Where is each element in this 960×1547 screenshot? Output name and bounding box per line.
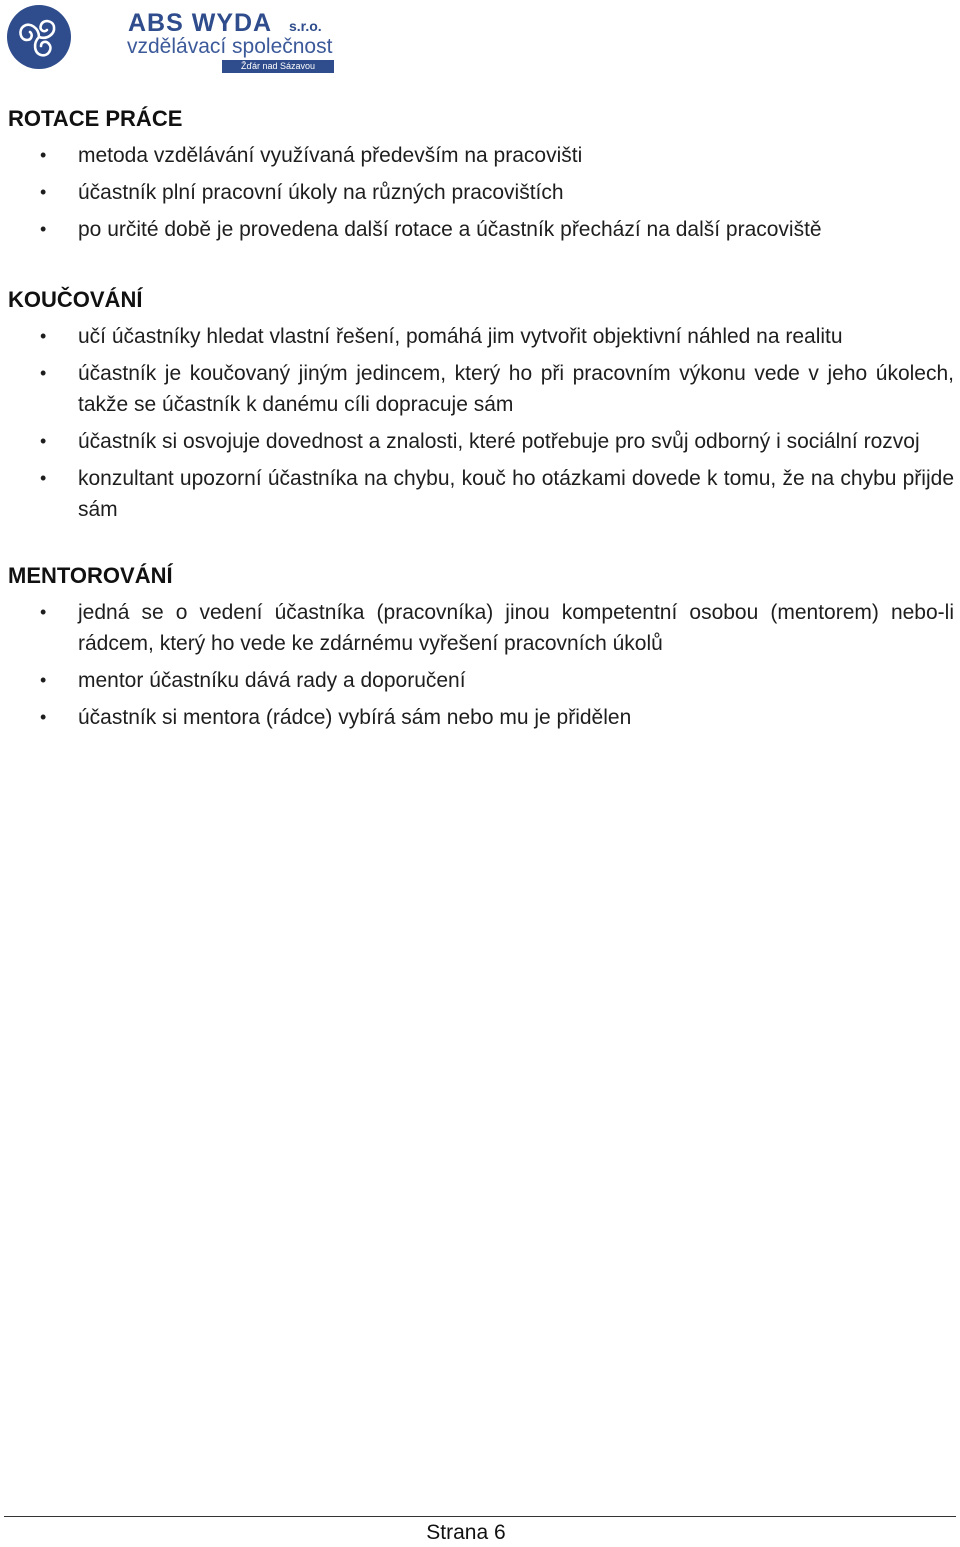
section-title: MENTOROVÁNÍ xyxy=(8,563,173,588)
list-item-text: konzultant upozorní účastníka na chybu, kouč ho otázkami dovede k tomu, že na chybu přijde sám xyxy=(78,467,954,521)
list-item xyxy=(8,463,954,525)
bullet-list xyxy=(8,140,954,245)
list-item-text: mentor účastníku dává rady a doporučení xyxy=(78,669,466,692)
list-item xyxy=(8,358,954,420)
section-mentorovani xyxy=(8,561,954,733)
bullet-icon: • xyxy=(40,219,47,239)
section-title: ROTACE PRÁCE xyxy=(8,106,183,131)
logo-name: ABS WYDA xyxy=(128,9,273,37)
list-item xyxy=(8,702,954,733)
list-item-text: metoda vzdělávání využívaná především na pracovišti xyxy=(78,144,583,167)
list-item xyxy=(8,426,954,457)
bullet-icon: • xyxy=(40,182,47,202)
triskelion-logo-icon xyxy=(6,4,72,70)
section-koucovani xyxy=(8,285,954,525)
section-title: KOUČOVÁNÍ xyxy=(8,287,143,312)
list-item xyxy=(8,665,954,696)
bullet-icon: • xyxy=(40,363,47,383)
bullet-icon: • xyxy=(40,326,47,346)
bullet-list xyxy=(8,321,954,525)
logo-tagline: vzdělávací společnost xyxy=(127,35,333,58)
footer-divider xyxy=(4,1516,956,1517)
logo-suffix: s.r.o. xyxy=(289,18,322,34)
list-item-text: jedná se o vedení účastníka (pracovníka) jinou kompetentní osobou (mentorem) nebo-li rádcem, který ho vede ke zdárnému vyřešení pracovních úkolů xyxy=(78,601,954,655)
list-item xyxy=(8,177,954,208)
list-item-text: po určité době je provedena další rotace a účastník přechází na další pracoviště xyxy=(78,218,822,241)
bullet-icon: • xyxy=(40,707,47,727)
bullet-icon: • xyxy=(40,431,47,451)
list-item-text: učí účastníky hledat vlastní řešení, pomáhá jim vytvořit objektivní náhled na realitu xyxy=(78,325,843,348)
bullet-icon: • xyxy=(40,670,47,690)
list-item-text: účastník si mentora (rádce) vybírá sám nebo mu je přidělen xyxy=(78,706,632,729)
list-item-text: účastník je koučovaný jiným jedincem, který ho při pracovním výkonu vede v jeho úkolech, takže se účastník k danému cíli dopracuje sám xyxy=(78,362,954,416)
bullet-icon: • xyxy=(40,145,47,165)
section-rotace-prace xyxy=(8,104,954,245)
bullet-list xyxy=(8,597,954,733)
list-item-text: účastník plní pracovní úkoly na různých pracovištích xyxy=(78,181,564,204)
company-logo xyxy=(6,4,336,70)
bullet-icon: • xyxy=(40,602,47,622)
list-item xyxy=(8,321,954,352)
document-body xyxy=(8,104,954,733)
logo-place: Žďár nad Sázavou xyxy=(222,60,334,73)
list-item xyxy=(8,597,954,659)
list-item xyxy=(8,140,954,171)
page-number: Strana 6 xyxy=(426,1521,506,1544)
list-item-text: účastník si osvojuje dovednost a znalosti, které potřebuje pro svůj odborný i sociální rozvoj xyxy=(78,430,920,453)
list-item xyxy=(8,214,954,245)
bullet-icon: • xyxy=(40,468,47,488)
